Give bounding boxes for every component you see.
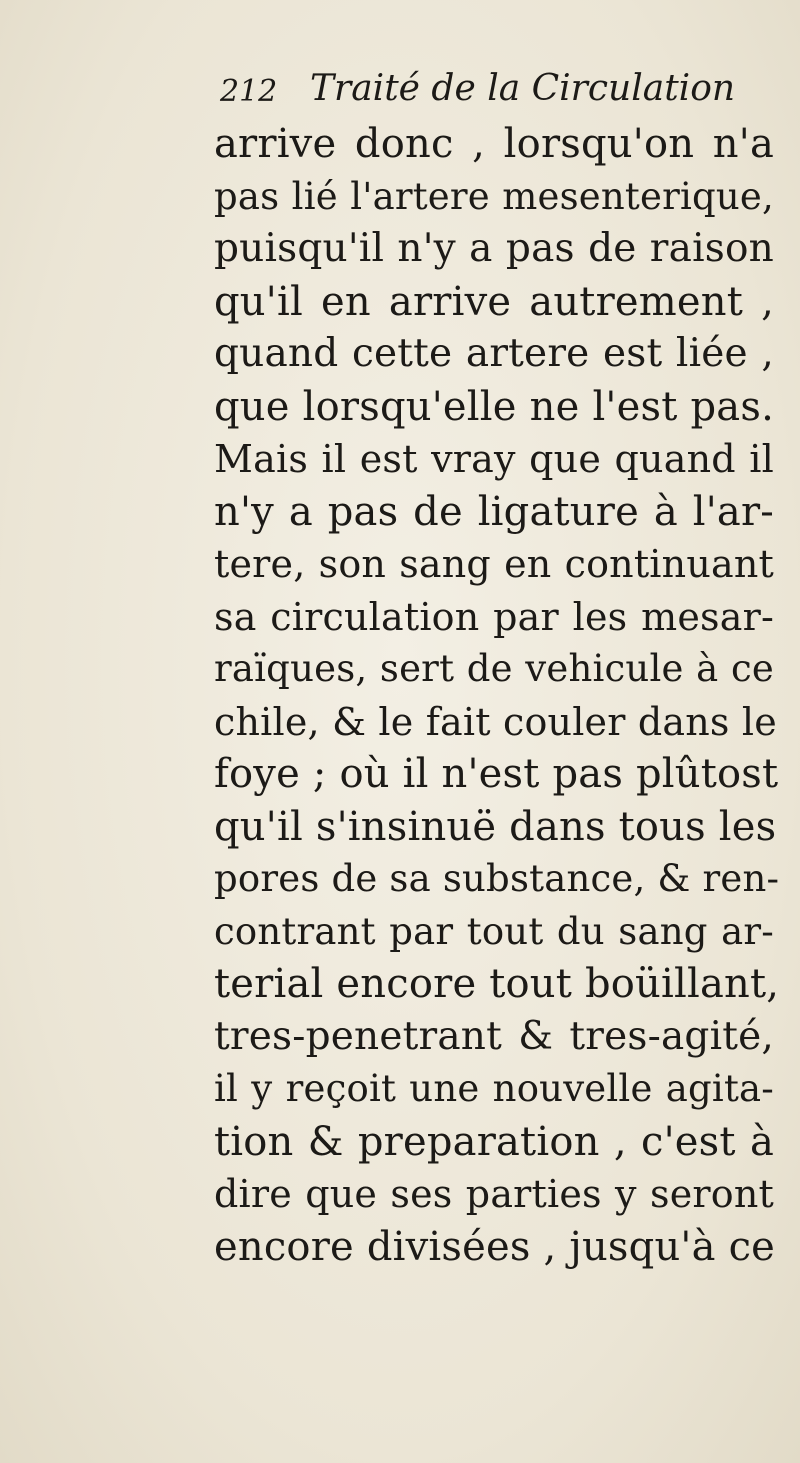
page-number: 212 (220, 74, 278, 109)
text-line: terial encore tout boüillant, (214, 961, 780, 1007)
text-line: chile, & le fait couler dans le (214, 699, 777, 744)
text-line: contrant par tout du sang ar- (214, 909, 774, 953)
text-line: Mais il est vray que quand il (214, 437, 774, 481)
text-line: encore divisées , jusqu'à ce (214, 1223, 776, 1270)
text-line: dire que ses parties y seront (214, 1172, 774, 1216)
text-line: pas lié l'artere mesenterique, (214, 174, 774, 218)
text-line: tion & preparation , c'est à (214, 1118, 774, 1165)
text-line: foye ; où il n'est pas plûtost (214, 751, 779, 797)
text-line: tere, son sang en continuant (214, 542, 774, 586)
text-line: tres-penetrant & tres-agité, (214, 1013, 774, 1059)
body-text (214, 118, 780, 1273)
text-line: pores de sa substance, & ren- (214, 857, 780, 900)
text-line: qu'il en arrive autrement , (214, 278, 774, 325)
text-line: qu'il s'insinuë dans tous les (214, 803, 777, 850)
text-line: quand cette artere est liée , (214, 331, 774, 376)
text-line: sa circulation par les mesar- (214, 594, 774, 639)
text-line: puisqu'il n'y a pas de raison (214, 226, 774, 271)
text-line: il y reçoit une nouvelle agita- (214, 1067, 774, 1110)
running-title: Traité de la Circulation (310, 68, 736, 109)
text-line: que lorsqu'elle ne l'est pas. (214, 383, 774, 430)
text-line: n'y a pas de ligature à l'ar- (214, 488, 774, 535)
text-line: arrive donc , lorsqu'on n'a (214, 121, 774, 167)
text-line: raïques, sert de vehicule à ce (214, 647, 774, 690)
